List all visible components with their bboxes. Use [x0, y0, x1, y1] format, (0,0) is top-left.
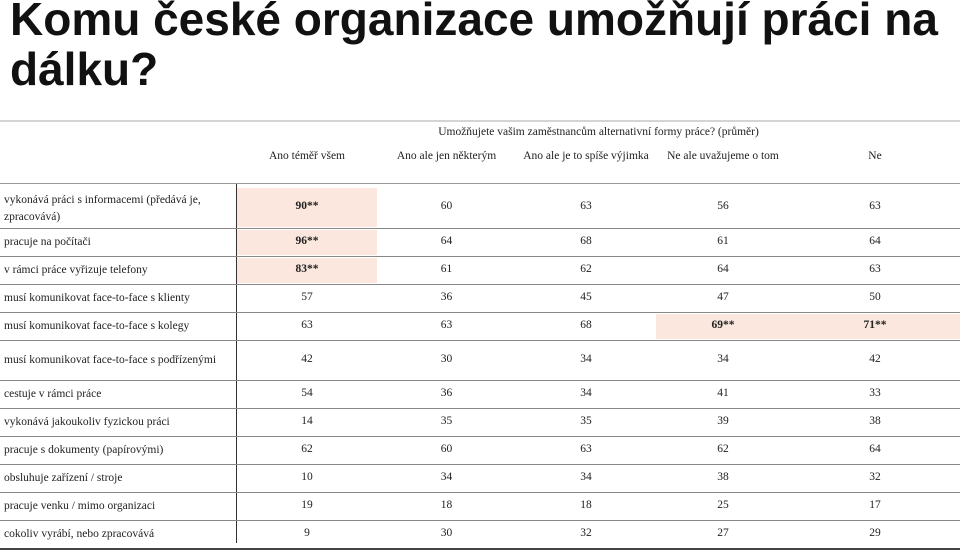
table-cell: 56	[717, 200, 729, 212]
table-cell: 34	[580, 471, 592, 483]
row-label: vykonává jakoukoliv fyzickou práci	[4, 416, 170, 428]
table-cell: 39	[717, 415, 729, 427]
table-cell: 63	[869, 200, 881, 212]
table-cell: 34	[580, 353, 592, 365]
table-cell: 60	[440, 200, 453, 212]
table-cell: 62	[301, 443, 313, 455]
table-cell: 64	[869, 235, 881, 247]
column-header: Ne ale uvažujeme o tom	[667, 150, 779, 162]
row-label: musí komunikovat face-to-face s klienty	[4, 292, 190, 304]
row-divider	[0, 340, 960, 341]
table-cell: 90**	[295, 200, 319, 212]
table-cell: 9	[304, 527, 310, 539]
table-cell: 96**	[295, 235, 319, 247]
header-line	[0, 183, 960, 184]
table-cell: 47	[717, 291, 729, 303]
table-cell: 83**	[295, 263, 319, 275]
table-cell: 35	[580, 415, 592, 427]
table-cell: 63	[301, 319, 313, 331]
table-cell: 61	[440, 263, 453, 275]
row-label: musí komunikovat face-to-face s podřízenými	[4, 354, 217, 366]
table-cell: 63	[580, 200, 592, 212]
table-cell: 34	[440, 471, 453, 483]
table-cell: 19	[301, 499, 313, 511]
table-cell: 27	[717, 527, 729, 539]
row-label: obsluhuje zařízení / stroje	[4, 472, 123, 484]
table-cell: 34	[580, 387, 592, 399]
table-cell: 64	[869, 443, 881, 455]
table-cell: 63	[440, 319, 453, 331]
table-cell: 33	[869, 387, 881, 399]
row-label: musí komunikovat face-to-face s kolegy	[4, 320, 190, 332]
table-cell: 34	[717, 353, 729, 365]
table-cell: 36	[440, 291, 453, 303]
column-header: Ne	[868, 150, 882, 162]
table-cell: 18	[440, 499, 453, 511]
table-cell: 62	[580, 263, 592, 275]
row-label: pracuje na počítači	[4, 236, 91, 248]
table-cell: 36	[440, 387, 453, 399]
table-cell: 63	[869, 263, 881, 275]
column-header: Ano ale je to spíše výjimka	[523, 150, 649, 162]
table-cell: 64	[440, 235, 453, 247]
table-cell: 18	[580, 499, 592, 511]
table-cell: 10	[301, 471, 313, 483]
table-cell: 42	[301, 353, 313, 365]
table-cell: 35	[440, 415, 453, 427]
table-cell: 60	[440, 443, 453, 455]
table-cell: 38	[869, 415, 881, 427]
table-cell: 54	[301, 387, 313, 399]
column-header: Ano téměř všem	[268, 150, 345, 162]
row-label: pracuje s dokumenty (papírovými)	[4, 444, 164, 456]
table-cell: 30	[440, 527, 453, 539]
table-cell: 71**	[863, 319, 887, 331]
page-title: Komu české organizace umožňují práci na dálku?	[10, 0, 938, 95]
table-cell: 17	[869, 499, 881, 511]
table-cell: 25	[717, 499, 729, 511]
row-divider	[0, 492, 960, 493]
row-divider	[0, 464, 960, 465]
row-divider	[0, 284, 960, 285]
row-label: vykonává práci s informacemi (předává je, zpracovává)	[4, 194, 201, 223]
table-cell: 64	[717, 263, 729, 275]
row-label: cestuje v rámci práce	[4, 388, 102, 400]
table-cell: 68	[580, 319, 592, 331]
table-cell: 63	[580, 443, 592, 455]
table-cell: 41	[717, 387, 729, 399]
table-cell: 57	[301, 291, 313, 303]
table-cell: 14	[301, 415, 313, 427]
row-label: cokoliv vyrábí, nebo zpracovává	[4, 528, 155, 540]
row-divider	[0, 228, 960, 229]
row-label: pracuje venku / mimo organizaci	[4, 500, 156, 512]
table-cell: 32	[580, 527, 592, 539]
column-header: Ano ale jen některým	[396, 150, 497, 162]
table-cell: 30	[440, 353, 453, 365]
table-question: Umožňujete vašim zaměstnancům alternativní formy práce? (průměr)	[438, 126, 759, 138]
table-cell: 32	[869, 471, 881, 483]
table-cell: 38	[717, 471, 729, 483]
row-label: v rámci práce vyřizuje telefony	[4, 264, 148, 276]
table-cell: 68	[580, 235, 592, 247]
table-cell: 50	[869, 291, 881, 303]
table-cell: 62	[717, 443, 729, 455]
table-cell: 69**	[711, 319, 735, 331]
row-divider	[0, 520, 960, 521]
table-cell: 29	[869, 527, 881, 539]
table-cell: 61	[717, 235, 729, 247]
row-divider	[0, 408, 960, 409]
row-divider	[0, 380, 960, 381]
row-divider	[0, 312, 960, 313]
table-cell: 45	[580, 291, 592, 303]
row-divider	[0, 436, 960, 437]
table-cell: 42	[869, 353, 881, 365]
row-divider	[0, 256, 960, 257]
